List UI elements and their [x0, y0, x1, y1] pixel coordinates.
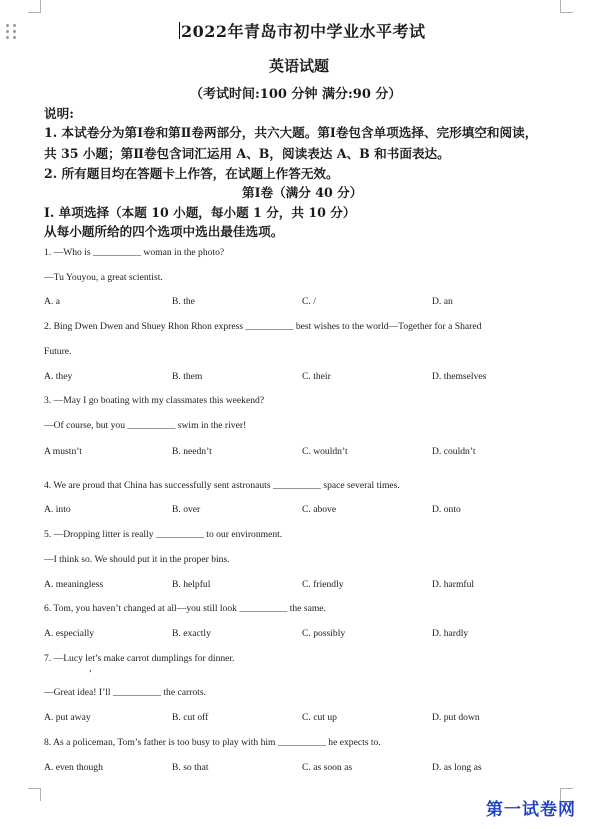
instruction-line: 2. 所有题目均在答题卡上作答，在试题上作答无效。 — [44, 166, 339, 181]
question-text: —I think so. We should put it in the proper bins. — [44, 554, 230, 565]
answer-option: C. their — [302, 371, 331, 382]
question-text: 7. —Lucy let’s make carrot dumplings for dinner. — [44, 653, 235, 664]
answer-option: C. above — [302, 504, 337, 515]
site-watermark: 第一试卷网 — [486, 800, 576, 820]
answer-option: C. wouldn’t — [302, 446, 348, 457]
question-text: Future. — [44, 346, 72, 357]
answer-option: D. an — [432, 296, 453, 307]
answer-option: B. over — [172, 504, 201, 515]
answer-option: D. as long as — [432, 762, 482, 773]
page-corner-mark — [28, 788, 41, 801]
answer-option: B. helpful — [172, 579, 211, 590]
answer-option: B. exactly — [172, 628, 211, 639]
answer-option: C. friendly — [302, 579, 344, 590]
page-corner-mark — [28, 0, 41, 13]
question-text: —Tu Youyou, a great scientist. — [44, 272, 163, 283]
question-text: 4. We are proud that China has successfully sent astronauts __________ space several times. — [44, 480, 400, 491]
document-subtitle: 英语试题 — [269, 57, 330, 75]
comma-mark: , — [89, 664, 92, 674]
question-text: 2. Bing Dwen Dwen and Shuey Rhon Rhon express __________ best wishes to the world—Together for a Shared — [44, 321, 482, 332]
answer-option: B. so that — [172, 762, 209, 773]
answer-option: A. a — [44, 296, 60, 307]
answer-option: C. as soon as — [302, 762, 353, 773]
answer-option: B. cut off — [172, 712, 209, 723]
answer-option: B. the — [172, 296, 195, 307]
answer-option: A. into — [44, 504, 71, 515]
document-title — [179, 19, 426, 42]
drag-handle-icon[interactable] — [6, 24, 18, 40]
part-heading: I. 单项选择（本题 10 小题，每小题 1 分，共 10 分） — [44, 205, 356, 220]
answer-option: A. even though — [44, 762, 103, 773]
question-text: —Of course, but you __________ swim in the river! — [44, 420, 247, 431]
answer-option: B. them — [172, 371, 203, 382]
question-text: 8. As a policeman, Tom’s father is too busy to play with him __________ he expects to. — [44, 737, 381, 748]
answer-option: C. cut up — [302, 712, 337, 723]
instructions-label: 说明: — [44, 106, 74, 121]
text-cursor — [179, 22, 180, 39]
answer-option: D. themselves — [432, 371, 487, 382]
question-text: 1. —Who is __________ woman in the photo? — [44, 247, 225, 258]
exam-time-info: （考试时间:100 分钟 满分:90 分） — [190, 87, 402, 102]
question-text: 5. —Dropping litter is really __________ to our environment. — [44, 529, 283, 540]
instruction-line: 1. 本试卷分为第Ⅰ卷和第Ⅱ卷两部分，共六大题。第Ⅰ卷包含单项选择、完形填空和阅读， — [44, 125, 538, 140]
instruction-line: 共 35 小题；第Ⅱ卷包含词汇运用 A、B，阅读表达 A、B 和书面表达。 — [44, 146, 450, 161]
section-title: 第Ⅰ卷（满分 40 分） — [242, 185, 363, 200]
answer-option: D. hardly — [432, 628, 469, 639]
answer-option: D. put down — [432, 712, 480, 723]
answer-option: A. they — [44, 371, 73, 382]
page-corner-mark — [560, 0, 573, 13]
document-title-text: 2022年青岛市初中学业水平考试 — [181, 22, 426, 41]
part-directions: 从每小题所给的四个选项中选出最佳选项。 — [44, 224, 284, 239]
answer-option: D. harmful — [432, 579, 475, 590]
question-text: 6. Tom, you haven’t changed at all—you still look __________ the same. — [44, 603, 326, 614]
answer-option: C. possibly — [302, 628, 346, 639]
answer-option: A. meaningless — [44, 579, 104, 590]
answer-option: A. especially — [44, 628, 95, 639]
answer-option: D. couldn’t — [432, 446, 476, 457]
question-text: 3. —May I go boating with my classmates this weekend? — [44, 395, 265, 406]
answer-option: A mustn’t — [44, 446, 82, 457]
answer-option: A. put away — [44, 712, 91, 723]
answer-option: B. needn’t — [172, 446, 212, 457]
answer-option: D. onto — [432, 504, 461, 515]
answer-option: C. / — [302, 296, 316, 307]
question-text: —Great idea! I’ll __________ the carrots. — [44, 687, 206, 698]
